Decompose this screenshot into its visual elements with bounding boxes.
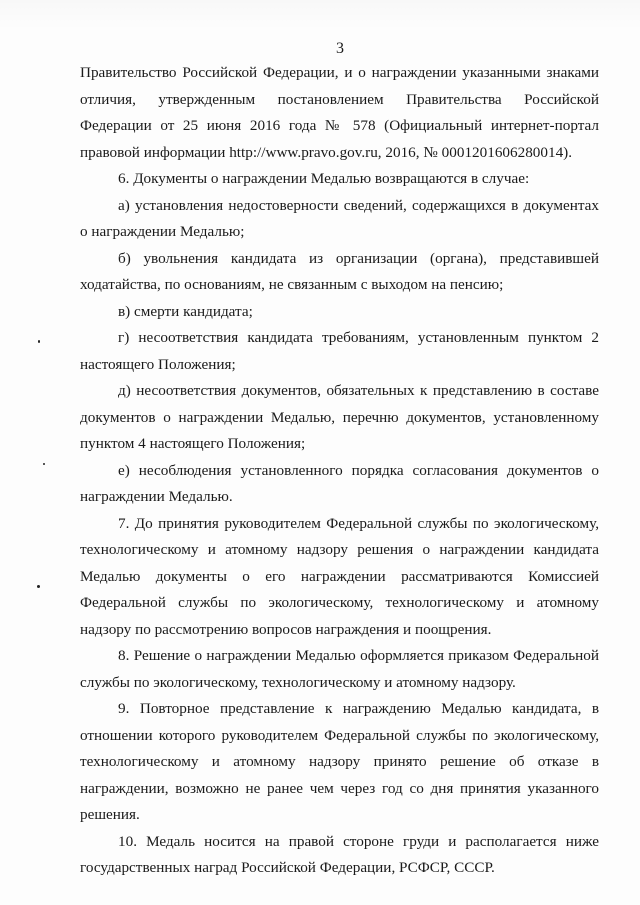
scan-speck bbox=[43, 463, 45, 465]
paragraph-6: 6. Документы о награждении Медалью возвращаются в случае: bbox=[118, 170, 530, 187]
document-body bbox=[80, 60, 599, 882]
list-item-6c: в) смерти кандидата; bbox=[118, 302, 253, 320]
paragraph-7: 7. До принятия руководителем Федеральной службы по экологическому, технологическому и атомному надзору решения о награждении кандидата Медалью документы о его награждении рассматриваются Комиссией Федеральной службы по экологическому, технологическому и атомному надзору по рассмотрению вопросов награждения и поощрения. bbox=[80, 514, 599, 638]
scan-speck bbox=[37, 585, 40, 588]
paragraph-10: 10. Медаль носится на правой стороне груди и располагается ниже государственных наград Российской Федерации, РСФСР, СССР. bbox=[80, 832, 599, 876]
paragraph-8: 8. Решение о награждении Медалью оформляется приказом Федеральной службы по экологическому, технологическому и атомному надзору. bbox=[80, 647, 599, 691]
page-number: 3 bbox=[336, 40, 344, 57]
list-item-6b: б) увольнения кандидата из организации (органа), представившей ходатайства, по основаниям, не связанным с выходом на пенсию; bbox=[80, 249, 599, 293]
paragraph-continuation: Правительство Российской Федерации, и о награждении указанными знаками отличия, утвержденным постановлением Правительства Российской Федерации от 25 июня 2016 года № 578 (Официальный интернет-портал правовой информации http://www.pravo.gov.ru, 2016, № 0001201606280014). bbox=[80, 64, 599, 161]
scan-speck bbox=[38, 340, 40, 343]
list-item-6f: е) несоблюдения установленного порядка согласования документов о награждении Медалью. bbox=[80, 461, 599, 505]
list-item-6a: а) установления недостоверности сведений, содержащихся в документах о награждении Медалью; bbox=[80, 196, 599, 240]
paragraph-9: 9. Повторное представление к награждению Медалью кандидата, в отношении которого руководителем Федеральной службы по экологическому, технологическому и атомному надзору принято решение об отказе в награждении, возможно не ранее чем через год со дня принятия указанного решения. bbox=[80, 700, 599, 823]
scan-edge-shadow bbox=[0, 0, 640, 30]
list-item-6d: г) несоответствия кандидата требованиям, установленным пунктом 2 настоящего Положения; bbox=[80, 329, 599, 373]
list-item-6e: д) несоответствия документов, обязательных к представлению в составе документов о награждении Медалью, перечню документов, установленному пунктом 4 настоящего Положения; bbox=[80, 382, 599, 452]
